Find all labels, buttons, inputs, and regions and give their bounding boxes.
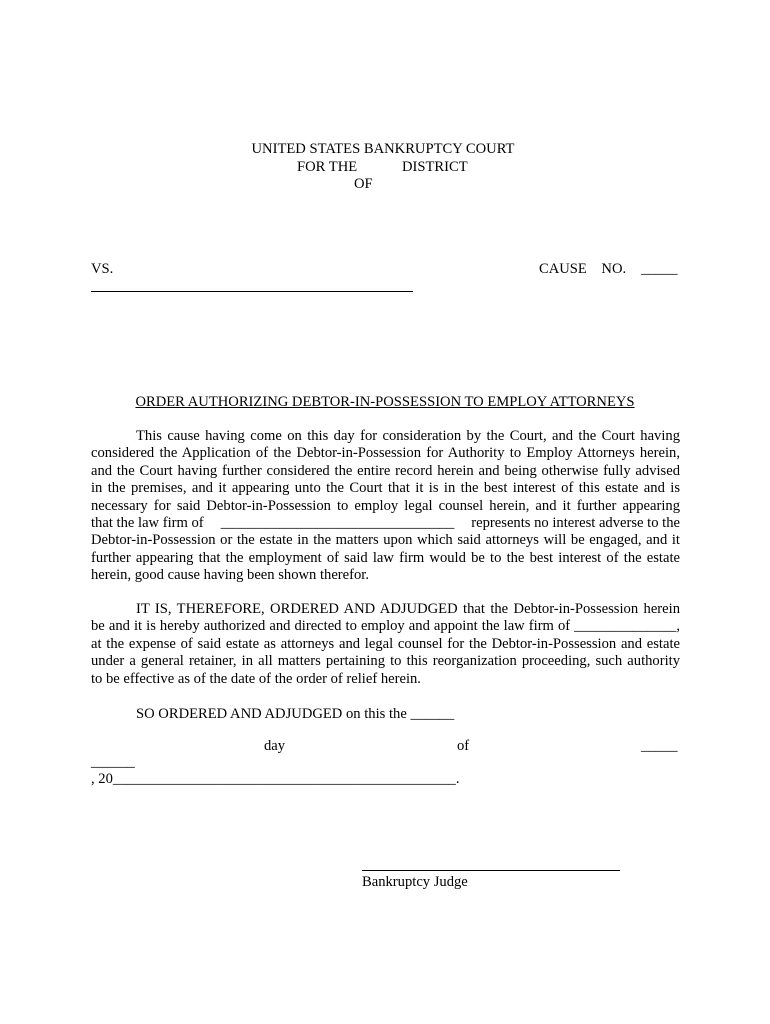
paragraph-order: IT IS, THEREFORE, ORDERED AND ADJUDGED that the Debtor-in-Possession herein be and it is hereby authorized and directed to employ and appoint the law firm of ______________, at the expense of said estate as attorneys and legal counsel for the Debtor-in-Possession and estate under a general retainer, in all matters pertaining to this reorganization proceeding, such authority to be effective as of the date of the order of relief herein. (91, 601, 680, 687)
paragraph-findings: This cause having come on this day for consideration by the Court, and the Court having considered the Application of the Debtor-in-Possession for Authority to Employ Attorneys herein, and the Court having further considered the entire record herein and being otherwise fully advised in the premises, and it appearing unto the Court that it is in the best interest of this estate and is necessary for said Debtor-in-Possession to employ legal counsel herein, and it further appearing that the law firm of ________________________________ represents no interest adverse to the Debtor-in-Possession or the estate in the matters upon which said attorneys will be engaged, and it further appearing that the employment of said law firm would be to the best interest of the estate herein, good cause having been shown therefor. (91, 428, 680, 584)
signature-label: Bankruptcy Judge (362, 874, 468, 890)
caption-vs: VS. (91, 261, 114, 277)
court-heading-line1: UNITED STATES BANKRUPTCY COURT (251, 141, 515, 157)
court-heading-for-the: FOR THE (297, 159, 358, 175)
month-blank: _____ (641, 738, 678, 754)
so-ordered-line: SO ORDERED AND ADJUDGED on this the ______ (136, 706, 455, 722)
signature-line (362, 870, 620, 871)
caption-party-line (91, 291, 413, 292)
order-title: ORDER AUTHORIZING DEBTOR-IN-POSSESSION TO EMPLOY ATTORNEYS (135, 394, 635, 410)
year-line: , 20_______________________________________________. (91, 771, 460, 787)
cause-number-blank: _____ (641, 261, 678, 277)
date-blank: ______ (91, 754, 135, 770)
cause-number-label: CAUSE NO. (539, 261, 627, 277)
court-heading-of: OF (354, 176, 373, 192)
court-heading-district: DISTRICT (402, 159, 468, 175)
law-firm-blank: ________________________________ (220, 515, 455, 532)
of-label: of (457, 738, 470, 754)
day-label: day (264, 738, 286, 754)
